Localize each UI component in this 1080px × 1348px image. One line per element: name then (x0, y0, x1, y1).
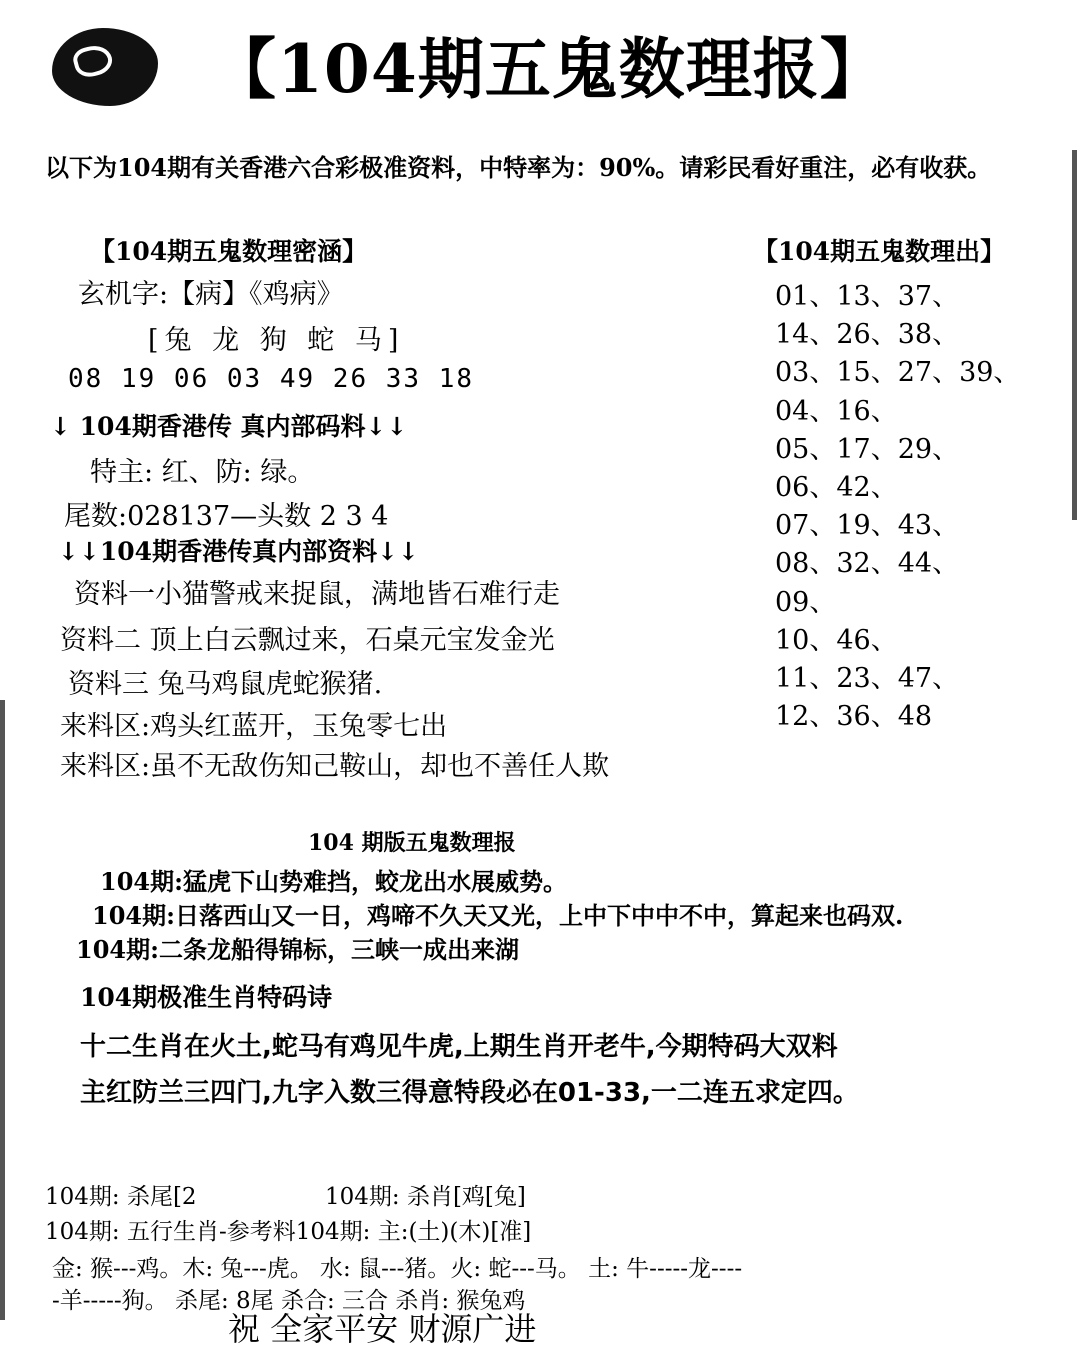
number-row: 11、23、47、 (775, 663, 960, 695)
xuanji-line: 玄机字:【病】《鸡病》 (78, 279, 344, 310)
mid-line-2: 104期:日落西山又一日，鸡啼不久天又光，上中下中中不中，算起来也码双. (92, 901, 904, 930)
mid-line-1: 104期:猛虎下山势难挡，蛟龙出水展威势。 (100, 867, 567, 896)
hk-heading: ↓ 104期香港传 真内部码料↓↓ (50, 412, 408, 441)
scan-edge-right (1072, 150, 1077, 520)
ziliao-3: 资料三 兔马鸡鼠虎蛇猴猪. (68, 669, 383, 700)
weishu-line: 尾数:028137—头数 2 3 4 (64, 501, 389, 532)
section-heading-right: 【104期五鬼数理出】 (753, 237, 1006, 266)
number-row: 07、19、43、 (775, 510, 960, 542)
number-row: 14、26、38、 (775, 319, 960, 351)
logo (52, 28, 158, 106)
poem-line-2: 主红防兰三四门,九字入数三得意特段必在01-33,一二连五求定四。 (80, 1078, 859, 1108)
number-row: 12、36、48 (775, 701, 933, 733)
footer-shaxiao: 104期: 杀肖[鸡[兔] (325, 1184, 526, 1210)
ziliao-2: 资料二 顶上白云飘过来，石桌元宝发金光 (60, 625, 555, 656)
tezhu-line: 特主: 红、防: 绿。 (90, 457, 315, 488)
number-row: 08、32、44、 (775, 548, 960, 580)
number-row: 03、15、27、39、 (775, 357, 1021, 389)
section-heading-left: 【104期五鬼数理密涵】 (90, 237, 368, 266)
footer-wuxing: 104期: 五行生肖-参考料104期: 主:(土)(木)[准] (45, 1219, 532, 1245)
intro-text: 以下为104期有关香港六合彩极准资料，中特率为：90%。请彩民看好重注，必有收获。 (45, 153, 992, 182)
mid-line-3: 104期:二条龙船得锦标，三峡一成出来湖 (76, 935, 519, 964)
numbers-line: 08 19 06 03 49 26 33 18 (68, 364, 475, 394)
page-title: 【104期五鬼数理报】 (210, 30, 887, 108)
scan-edge-left (0, 700, 5, 1320)
laiyuan-2: 来料区:虽不无敌伤知己鞍山，却也不善任人欺 (60, 751, 610, 782)
footer-shawei: 104期: 杀尾[2 (45, 1184, 197, 1210)
footer-elements: 金: 猴---鸡。木: 兔---虎。 水: 鼠---猪。火: 蛇---马。 土: 牛-----龙---- (52, 1256, 743, 1282)
poem-line-1: 十二生肖在火土,蛇马有鸡见牛虎,上期生肖开老牛,今期特码大双料 (80, 1032, 838, 1062)
footer-blessing: 祝 全家平安 财源广进 (228, 1310, 537, 1348)
number-row: 09、 (775, 586, 837, 618)
mid-heading: 104 期版五鬼数理报 (308, 830, 516, 856)
poem-heading: 104期极准生肖特码诗 (80, 983, 333, 1012)
footer-elements-2: -羊-----狗。 杀尾: 8尾 杀合: 三合 杀肖: 猴兔鸡 (52, 1288, 526, 1314)
hk-heading-2: ↓↓104期香港传真内部资料↓↓ (58, 537, 419, 566)
number-row: 04、16、 (775, 395, 898, 427)
number-list (775, 278, 1020, 736)
zodiac-line: [兔 龙 狗 蛇 马] (148, 325, 405, 356)
ziliao-1: 资料一小猫警戒来捉鼠，满地皆石难行走 (74, 579, 560, 610)
laiyuan-1: 来料区:鸡头红蓝开，玉兔零七出 (60, 711, 448, 742)
number-row: 05、17、29、 (775, 433, 960, 465)
number-row: 06、42、 (775, 472, 898, 504)
number-row: 01、13、37、 (775, 281, 960, 312)
number-row: 10、46、 (775, 624, 898, 656)
